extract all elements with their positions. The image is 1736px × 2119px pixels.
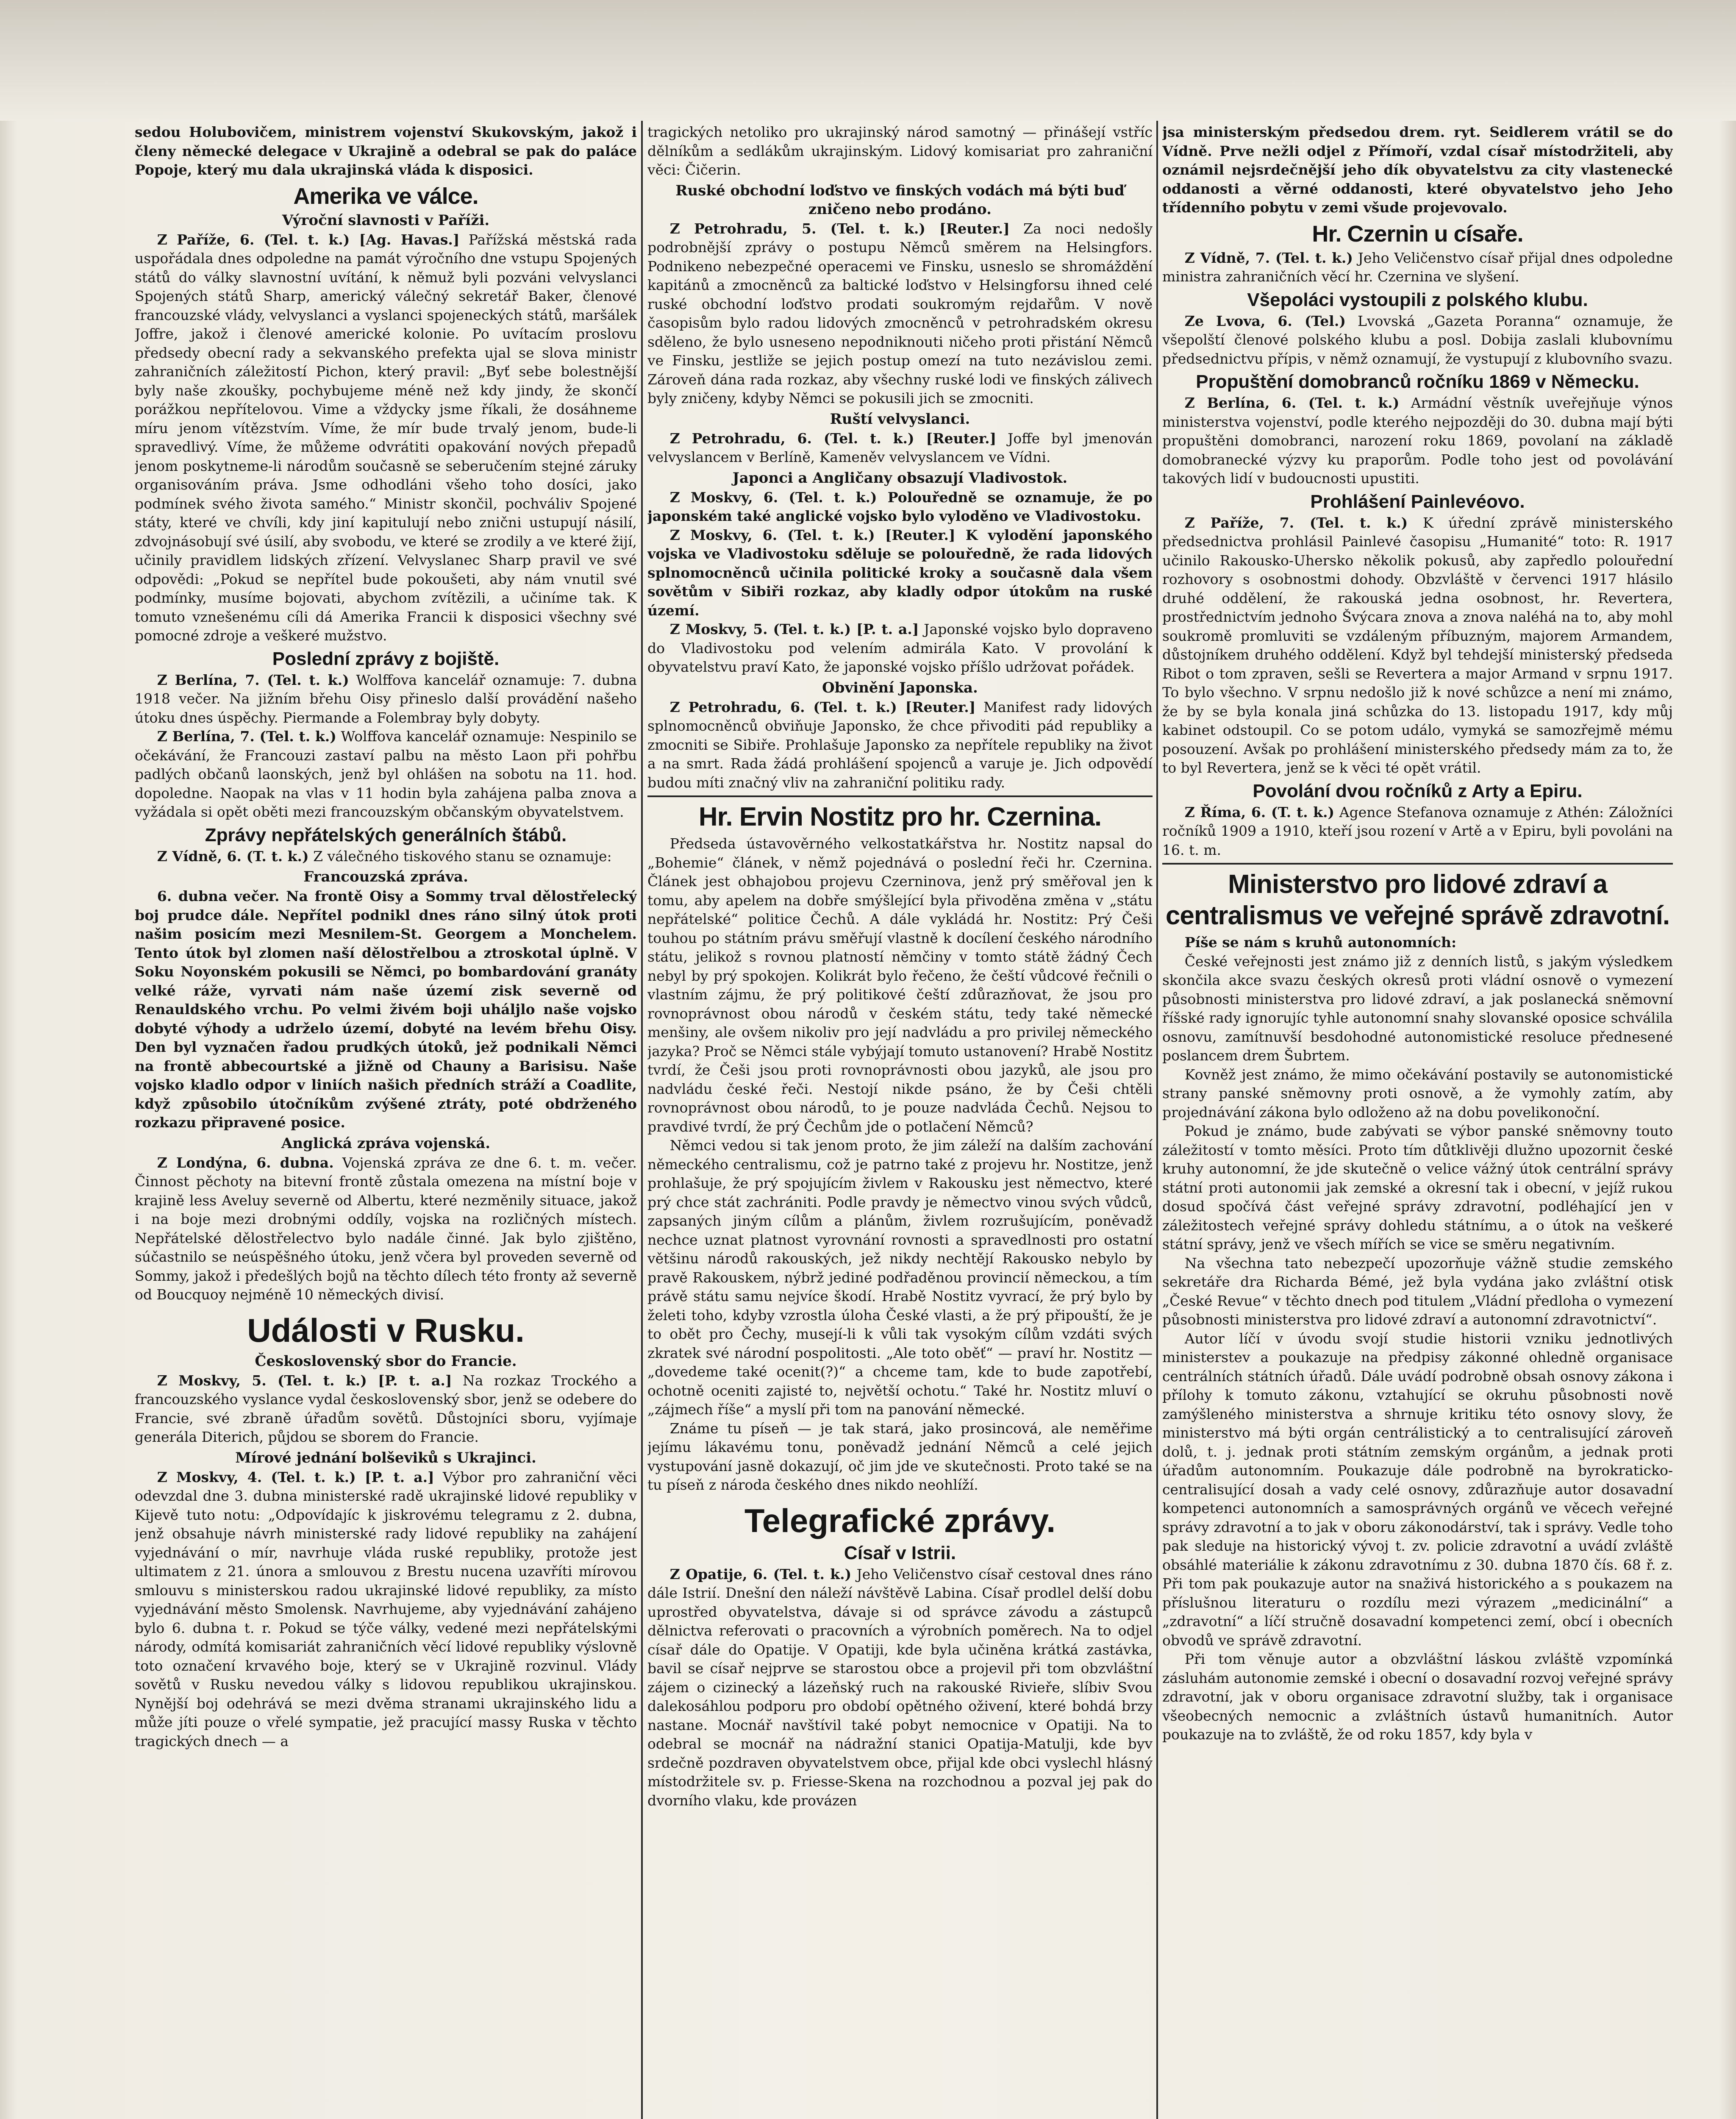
article-paragraph: Z Moskvy, 4. (Tel. t. k.) [P. t. a.] Výbor pro zahraniční věci odevzdal dne 3. dubna ministerské radě ukrajinské lidové republiky v Kijevě tuto notu: „Odpovídajíc k jiskrovému telegramu z 2. dubna, jenž obsahuje návrh ministerské rady lidové republiky na zahájení vyjednávání o mír, navrhuje vláda ruské republiky, protože jest ultimatem z 21. února a smlouvou z Brestu nucena uzavříti mírovou smlouvu s ministerskou radou ukrajinské lidové republiky, za místo vyjednávání město Smolensk. Navrhujeme, aby vyjednávání zahájeno bylo 6. dubna t. r. Pokud se týče války, vedené mezi nepřátelskými národy, odmítá komisariát zahraničních věcí lidové republiky výslovně toto označení krvavého boje, který se v Ukrajině rozvinul. Vlády sovětů v Rusku nevedou války s lidovou republikou ukrajinskou. Nynější boj odehrává se mezi dvěma stranami ukrajinského lidu a může jíti pouze o vřelé sympatie, jež pracující massy Ruska v těchto tragických dnech — a (135, 1468, 637, 1749)
article-paragraph: Z Moskvy, 6. (Tel. t. k.) Polouředně se oznamuje, že po japonském také anglické vojsko bylo vyloděno ve Vladivostoku. (647, 489, 1153, 524)
article-paragraph: Na všechna tato nebezpečí upozorňuje vážně studie zemského sekretáře dra Richarda Bémé, jež byla vydána jako zvláštní otisk „České Revue“ v těchto dnech pod titulem „Vládní předloha o vymezení působnosti ministerstva pro lidové zdraví a autonomní zdravotnictví“. (1162, 1254, 1673, 1328)
article-paragraph: Z Berlína, 7. (Tel. t. k.) Wolffova kancelář oznamuje: 7. dubna 1918 večer. Na jižním břehu Oisy přineslo další provádění našeho útoku dnes úspěchy. Piermande a Folembray byly dobyty. (135, 671, 637, 726)
subheading: Ruští velvyslanci. (830, 410, 970, 428)
article-paragraph: 6. dubna večer. Na frontě Oisy a Sommy trval dělostřelecký boj prudce dále. Nepřítel podnikl dnes ráno silný útok proti našim posicím mezi Mesnilem-St. Georgem a Monchelem. Tento útok byl zlomen naší dělostřelbou a ztroskotal úplně. V Soku Noyonském pokusili se Němci, po bombardování granáty velké ráže, vyrvati nám naše území zisk severně od Renauldského vrchu. Po velmi živém boji uháljlo naše vojsko dobyté výhody a udrželo území, dobyté na levém břehu Oisy. Den byl vyznačen řadou prudkých útoků, jež podnikali Němci na frontě abbecourtské a jižně od Chauny a Barisisu. Naše vojsko kladlo odpor v liniích našich předních stráží a Coadlite, když způsobilo útočníkům zvýšené ztráty, poté obdrženého rozkazu připravené posice. (135, 888, 637, 1131)
column-rule (1156, 121, 1158, 2119)
subheading: Československý sbor do Francie. (255, 1352, 517, 1370)
section-heading: Povolání dvou ročníků z Arty a Epiru. (1253, 780, 1583, 801)
section-heading: Ministerstvo pro lidové zdraví a centralismus ve veřejné správě zdravotní. (1162, 863, 1673, 932)
page-top-margin (0, 0, 1736, 121)
article-paragraph: Ze Lvova, 6. (Tel.) Lvovská „Gazeta Poranna“ oznamuje, že všepolští členové polského klubu a posl. Dobija zaslali klubovnímu předsednictvu přípis, v němž oznamují, že vystupují z klubovního svazu. (1162, 312, 1673, 367)
subheading: Francouzská zpráva. (303, 868, 468, 885)
article-paragraph: Píše se nám s kruhů autonomních: (1184, 934, 1457, 951)
subheading: Obvinění Japonska. (822, 679, 978, 696)
article-paragraph: Kovněž jest známo, že mimo očekávání postavily se autonomistické strany panské sněmovny proti osnově, a že vymohly zatím, aby projednávání zákona bylo odloženo až na dobu povelikonoční. (1162, 1066, 1673, 1121)
section-heading: Všepoláci vystoupili z polského klubu. (1247, 289, 1588, 310)
section-heading: Amerika ve válce. (293, 183, 478, 209)
article-paragraph: Z Londýna, 6. dubna. Vojenská zpráva ze dne 6. t. m. večer. Činnost pěchoty na bitevní frontě zůstala omezena na místní boje v krajině less Aveluy severně od Albertu, které nezměnily situace, jakož i na boje mezi drobnými oddíly, vojska na rozličných místech. Nepřátelské dělostřelectvo bylo nadále činné. Jak bylo zjištěno, súčastnilo se neúspěšného útoku, jenž včera byl proveden severně od Sommy, jakož i předešlých bojů na těchto dílech této fronty až severně od Boucquoy nejméně 10 německých divisí. (135, 1154, 637, 1303)
section-heading: Propuštění domobranců ročníku 1869 v Německu. (1196, 371, 1639, 392)
article-paragraph: České veřejnosti jest známo již z denních listů, s jakým výsledkem skončila akce svazu českých okresů proti vládní osnově o vymezení působnosti ministerstva pro lidové zdraví, a jak poslanecká sněmovní říšské rady ignorujíc tyhle autonomní snahy slovanské oposice schválila osnovu, zamítnuvší besdohodné autonomistické resoluce přednesené poslancem drem Šubrtem. (1162, 953, 1673, 1064)
article-paragraph: Z Vídně, 7. (Tel. t. k.) Jeho Veličenstvo císař přijal dnes odpoledne ministra zahraničních věcí hr. Czernina ve slyšení. (1162, 249, 1673, 285)
article-paragraph: Z Petrohradu, 5. (Tel. t. k.) [Reuter.] Za noci nedošly podrobnější zprávy o postupu Němců směrem na Helsingfors. Podnikeno nebezpečné operacemi ve Finsku, usneslo se shromáždění kapitánů a zmocněnců za baltické loďstvo v Helsingforsu ihned celé ruské obchodní loďstvo prodati soukromým rejdařům. V nově časopisům bylo radou lidových zmocněnců v petrohradském okresu sděleno, že bylo usneseno nepodniknouti ničeho proti přistání Němců ve Finsku, jestliže se jejich postup omezí na tuto nezávislou zemi. Zároveň dána rada rozkaz, aby všechny ruské lodi ve finských zálivech byly zničeny, kdyby Němci se pokusili jich se zmocniti. (647, 220, 1153, 406)
article-paragraph: Z Opatije, 6. (Tel. t. k.) Jeho Veličenstvo císař cestoval dnes ráno dále Istrií. Dnešní den náleží návštěvě Labina. Císař prodlel delší dobu uprostřed obyvatelstva, dávaje si od správce závodu a zástupců dělnictva referovati o pracovních a výrobních poměrech. Na to odjel císař dále do Opatije. V Opatiji, kde byla učiněna krátká zastávka, bavil se císař nejprve se starostou obce a projevil při tom obzvláštní zájem o cizinecký a lázeňský ruch na rakouské Rivieře, slíbiv Svou dalekosáhlou podporu pro období opětného oživení, které bohdá brzy nastane. Mocnář navštívil také pobyt nemocnice v Opatiji. Na to odebral se mocnář na nádražní stanici Opatija-Matulji, kde byv srdečně pozdraven obyvatelstvem obce, přijal kde obci vyslechl hlásný místodržitele sv. p. Friesse-Skena na rozchodnou a pozval jej pak do dvorního vlaku, kde provázen (647, 1566, 1153, 1809)
article-paragraph: Z Berlína, 6. (Tel. t. k.) Armádní věstník uveřejňuje výnos ministerstva vojenství, podle kterého nejpozději do 30. dubna mají býti propuštěni domobranci, narození roku 1869, povolaní na základě domobranecké výzvy ku praporům. Podle toho jest od povolávání takových lidí v budoucnosti upustiti. (1162, 395, 1673, 487)
article-paragraph: Z Petrohradu, 6. (Tel. t. k.) [Reuter.] Manifest rady lidových splnomocněnců obviňuje Japonsko, že chce přivoditi pád republiky a zmocniti se Sibiře. Prohlašuje Japonsko za nepřítele republiky na život a na smrt. Rada žádá prohlášení spojenců a varuje je. Jich odpovědí budou míti značný vliv na zahraniční politiku rady. (647, 698, 1153, 791)
article-paragraph: Z Moskvy, 5. (Tel. t. k.) [P. t. a.] Na rozkaz Trockého a francouzského vyslance vydal československý sbor, jenž se odebere do Francie, své zbraně úřadům sovětů. Důstojníci sboru, vyjímaje generála Diterich, půjdou se sborem do Francie. (135, 1372, 637, 1445)
subheading: Mírové jednání bolševiků s Ukrajinci. (235, 1449, 536, 1466)
article-paragraph: Známe tu píseň — je tak stará, jako prosincová, ale neměřime jejímu lákavému tonu, poněvadž jednání Němců a celé jejich vystupování jasně dokazují, oč jim jde ve skutečnosti. Proto také se na tu píseň z národa českého dnes nikdo neohlíží. (647, 1420, 1153, 1493)
article-paragraph: Z Berlína, 7. (Tel. t. k.) Wolffova kancelář oznamuje: Nespinilo se očekávání, že Francouzi zastaví palbu na město Laon při pohřbu padlých občanů laonských, jenž byl ohlášen na sobotu na 11. hod. dopoledne. Naopak na vlas v 11 hodin byla zahájena palba znova a vyžádala si opět oběti mezi francouzským občanským obyvatelstvem. (135, 728, 637, 820)
article-paragraph: Z Říma, 6. (T. t. k.) Agence Stefanova oznamuje z Athén: Záložníci ročníků 1909 a 1910, kteří jsou rození v Artě a v Epiru, byli povoláni na 16. t. m. (1162, 804, 1673, 858)
section-heading: Hr. Ervin Nostitz pro hr. Czernina. (647, 795, 1153, 833)
article-paragraph: Z Petrohradu, 6. (Tel. t. k.) [Reuter.] Joffe byl jmenován velvyslancem v Berlíně, Kameněv velvyslancem ve Vídni. (647, 430, 1153, 465)
article-paragraph: Při tom věnuje autor a obzvláštní láskou zvláště vzpomínká zásluhám autonomie zemské i obecní o dosavadní rozvoj veřejné správy zdravotní, jak v oboru organisace zdravotní služby, tak i organisace všeobecných nemocnic a zvláštních ústavů humanitních. Autor poukazuje na to zvláště, že od roku 1857, kdy byla v (1162, 1651, 1673, 1743)
article-text: tragických netoliko pro ukrajinský národ samotný — přinášejí vstříc dělníkům a sedlákům ukrajinským. Lidový komisariat pro zahraniční věci: Čičerin. (647, 124, 1153, 178)
article-text: jsa ministerským předsedou drem. ryt. Seidlerem vrátil se do Vídně. Prve nežli odjel z Přímoří, vzdal císař místodržiteli, aby oznámil nejsrdečnější jeho dík obyvatelstvu za city vlastenecké oddanosti a věrné oddanosti, které obyvatelstvo jeho Jeho třídenního pobytu v zemi všude projevovalo. (1162, 124, 1673, 216)
subheading: Výroční slavnosti v Paříži. (282, 211, 490, 229)
section-heading: Prohlášení Painlevéovo. (1310, 491, 1525, 512)
subheading: Ruské obchodní loďstvo ve finských vodách má býti buď zničeno nebo prodáno. (675, 182, 1125, 218)
column-2 (647, 123, 1153, 2119)
column-3 (1162, 123, 1673, 2119)
subheading: Anglická zpráva vojenská. (281, 1135, 491, 1152)
article-paragraph: Z Moskvy, 5. (Tel. t. k.) [P. t. a.] Japonské vojsko bylo dopraveno do Vladivostoku pod velením admirála Kato. V provolání k obyvatelstvu praví Kato, že japonské vojsko příšlo udržovat pořádek. (647, 621, 1153, 675)
section-heading: Poslední zprávy z bojiště. (272, 648, 500, 669)
article-paragraph: Předseda ústavověrného velkostatkářstva hr. Nostitz napsal do „Bohemie“ článek, v němž pojednává o poslední řeči hr. Czernina. Článek jest obhajobou projevu Czerninova, jenž prý směřoval jen k tomu, aby apelem na dobře smýšlející byla přivoděna změna v „státu nepřátelské“ politice Čechů. A dále vykládá hr. Nostitz: Prý Češi touhou po státním právu směřují vlastně k docílení českého národního státu, jelikož s rovnou platností němčiny v tomto státě žádný Čech nebyl by prý spokojen. Kolikrát bylo řečeno, že čeští vůdcové řečnili o vlastním zájmu, že prý politikové čeští zdůrazňovat, že jsou pro rovnoprávnost obou národů v českém státu, tedy také německé menšiny, ale ovšem nikoliv pro její nadvládu a pro privilej německého jazyka? Proč se Němci stále vybýjají tomuto ustanovení? Hrabě Nostitz tvrdí, že Češi jsou proti rovnoprávnosti obou jazyků, ale jsou pro nadvládu české řeči. Nestojí nikde psáno, že by Češi chtěli rovnoprávnost obou národů, to je pouze nadvláda Čechů. Nejsou to pravdivé tvrdí, že prý Čechům jde o potlačení Němců? (647, 835, 1153, 1135)
article-paragraph: Autor líčí v úvodu svojí studie historii vzniku jednotlivých ministerstev a poukazuje na předpisy zákonné ohledně organisace centrálních státních úřadů. Dále uvádí podrobně obsah osnovy zákona i přílohy k tomuto zákonu, vztahující se okruhu působnosti nově zamýšleného ministerstva a shrnuje kritiku této osnovy slovy, že ministerstvo má býti orgán centrálistický a to centralisující zároveň dolů, t. j. jednak proti státním zemským orgánům, a jednak proti úřadům autonomním. Poukazuje dále podrobně na byrokraticko-centralisující dosah a vady celé osnovy, zdůrazňuje autor dosavadní kompetenci autonomních a samosprávných orgánů ve věcech veřejné správy zdravotní a to jak v oboru zákonodárství, tak i správy. Vedle toho pak sleduje na historický vývoj t. zv. policie zdravotní a uvádí zvláště obsáhlé materiálie k zákonu zdravotnímu z 30. dubna 1870 čís. 68 ř. z. Při tom pak poukazuje autor na snaživá historického a s poukazem na příslušnou literaturu o rozdílu mezi výrazem „medicinální“ a „zdravotní“ a líčí stručně dosavadní kompetenci zemí, obcí i obecních obvodů ve správě zdravotní. (1162, 1330, 1673, 1649)
article-paragraph: Z Moskvy, 6. (Tel. t. k.) [Reuter.] K vylodění japonského vojska ve Vladivostoku sděluje se polouředně, že rada lidových splnomocněnců učinila politické kroky a současně dala všem sovětům v Sibiři rozkaz, aby kladly odpor útokům na ruské území. (647, 526, 1153, 619)
subheading: Japonci a Angličany obsazují Vladivostok. (732, 469, 1068, 487)
section-heading: Hr. Czernin u císaře. (1312, 221, 1523, 247)
article-paragraph: Z Vídně, 6. (T. t. k.) Z válečného tiskového stanu se oznamuje: (157, 848, 612, 865)
section-heading: Císař v Istrii. (844, 1542, 956, 1563)
article-paragraph: Němci vedou si tak jenom proto, že jim záleží na dalším zachování německého centralismu, což je patrno také z projevu hr. Nostitze, jenž prohlašuje, že prý spojujícím živlem v Rakousku jest němectvo, které prý chce stát zachrániti. Podle pravdy je němectvo vinou svých vůdců, zapsaných jiným cílům a plánům, živlem rozrušujícím, poněvadž nechce uznat platnost vyrovnání rovnosti a spravedlnosti pro ostatní většinu národů rakouských, jež nikdy nechtějí Rakousko nebylo by pravě Rakouskem, nýbrž jediné podřaděnou provincií německou, a tím právě státu samu nejvíce škodí. Hrabě Nostitz vyvrací, že prý bylo by želeti toho, kdyby vzrostla úloha České vlasti, a že prý připouští, že je to obět pro Čechy, musejí-li k vůli tak vysokým cílům vzdáti svých zkratek své národní pospolitosti. „Ale toto oběť“ — praví hr. Nostitz — „dovedeme také ocenit(?)“ a chceme tam, kde to bude zapotřebí, ochotně oceniti zajisté to, největší ochotu.“ Také hr. Nostitz mluví o „zájmech říše“ a myslí při tom na panování německé. (647, 1137, 1153, 1418)
section-heading: Události v Rusku. (247, 1311, 525, 1349)
article-paragraph: Z Paříže, 6. (Tel. t. k.) [Ag. Havas.] Pařížská městská rada uspořádala dnes odpoledne na památ výročního dne vstupu Spojených států do války slavnostní uvítání, k němuž byli pozváni velvyslanci Spojených států Sharp, americký válečný sekretář Baker, členové francouzské vlády, velvyslanci a vyslanci spojeneckých států, maršálek Joffre, jakož i členové americké kolonie. Po uvítacím proslovu předsedy obecní rady a sekvanského prefekta ujal se slova ministr zahraničních záležitostí Pichon, který pravil: „Byť sebe bolestnější byly naše zkoušky, pochybujeme méně než kdy jindy, že skončí porážkou nepřítelovou. Vime a vždycky jsme říkali, že dosáhneme míru jenom vítězstvím. Víme, že mír bude trvalý jenom, bude-li spravedlivý. Víme, že můžeme odvrátiti opakování nových přepadů jenom poskytneme-li národům současně se seberučením stejné záruky organisováním práva. Jsme odhodláni všeho toho dosíci, jako podmínek svého života samého.“ Ministr skončil, pochváliv Spojené státy, které ve chvíli, kdy jiní kapitulují nebo znični ustupují násilí, zdvojnásobují své úsilí, aby svobodu, ve které se zrodily a ve které žijí, učinily pravidlem lidských zřízení. Velvyslanec Sharp pravil ve své odpovědi: „Pokud se nepřítel bude pokoušeti, aby nám vnutil své podmínky, musíme bojovati, abychom zvítězili, a učiníme tak. K tomuto vznešenému cíli dá Amerika Francii k disposici všechny své pomocné zdroje a veškeré mužstvo. (135, 231, 637, 644)
column-1 (135, 123, 637, 2119)
article-paragraph: Z Paříže, 7. (Tel. t. k.) K úřední zprávě ministerského předsednictva prohlásil Painlevé časopisu „Humanité“ toto: R. 1917 učinilo Rakousko-Uhersko několik pokusů, aby zapředlo polouřední rozhovory s osobnostmi dohody. Obzvláště v červenci 1917 hlásilo druhé oddělení, že rakouská jedna osobnost, hr. Revertera, prostřednictvím jednoho Švýcara znova a znova naléhá na to, aby mohl soukromě promluviti se vzdáleným příbuzným, majorem Armandem, důstojníkem druhého oddělení. Když byl tehdejší ministerský předseda Ribot o tom zpraven, sešli se Revertera a major Armand v srpnu 1917. To bylo všechno. V srpnu nedošlo již k nové schůzce a není mi známo, že by se byla konala jiná schůzka do 13. listopadu 1917, kdy můj kabinet odstoupil. Co se potom událo, vymyká se samozřejmě mému posouzení. Avšak po prohlášení ministerského předsedy mám za to, že to byl Revertera, jenž se k věci té opět vrátil. (1162, 514, 1673, 776)
column-rule (641, 121, 643, 2119)
section-heading: Zprávy nepřátelských generálních štábů. (205, 824, 567, 845)
article-paragraph: Pokud je známo, bude zabývati se výbor panské sněmovny touto záležitostí v tomto měsíci. Proto tím důtklivěji dlužno upozornit české kruhy autonomní, že jde skutečně o velice vážný útok centrální správy státní proti autonomii jak zemské a okresní tak i obecní, v jejíž rukou dosud spočívá část veřejné správy zdravotní, podléhající jen v záležitostech veřejné správy dohledu státnímu, a o útok na veškeré státní správy, jenž ve všech mířích se vice se směru negativním. (1162, 1123, 1673, 1252)
article-text: sedou Holubovičem, ministrem vojenství Skukovským, jakož i členy německé delegace v Ukrajině a odebral se pak do paláce Popoje, který mu dala ukrajinská vláda k disposici. (135, 124, 637, 178)
section-heading: Telegrafické zprávy. (744, 1502, 1056, 1539)
